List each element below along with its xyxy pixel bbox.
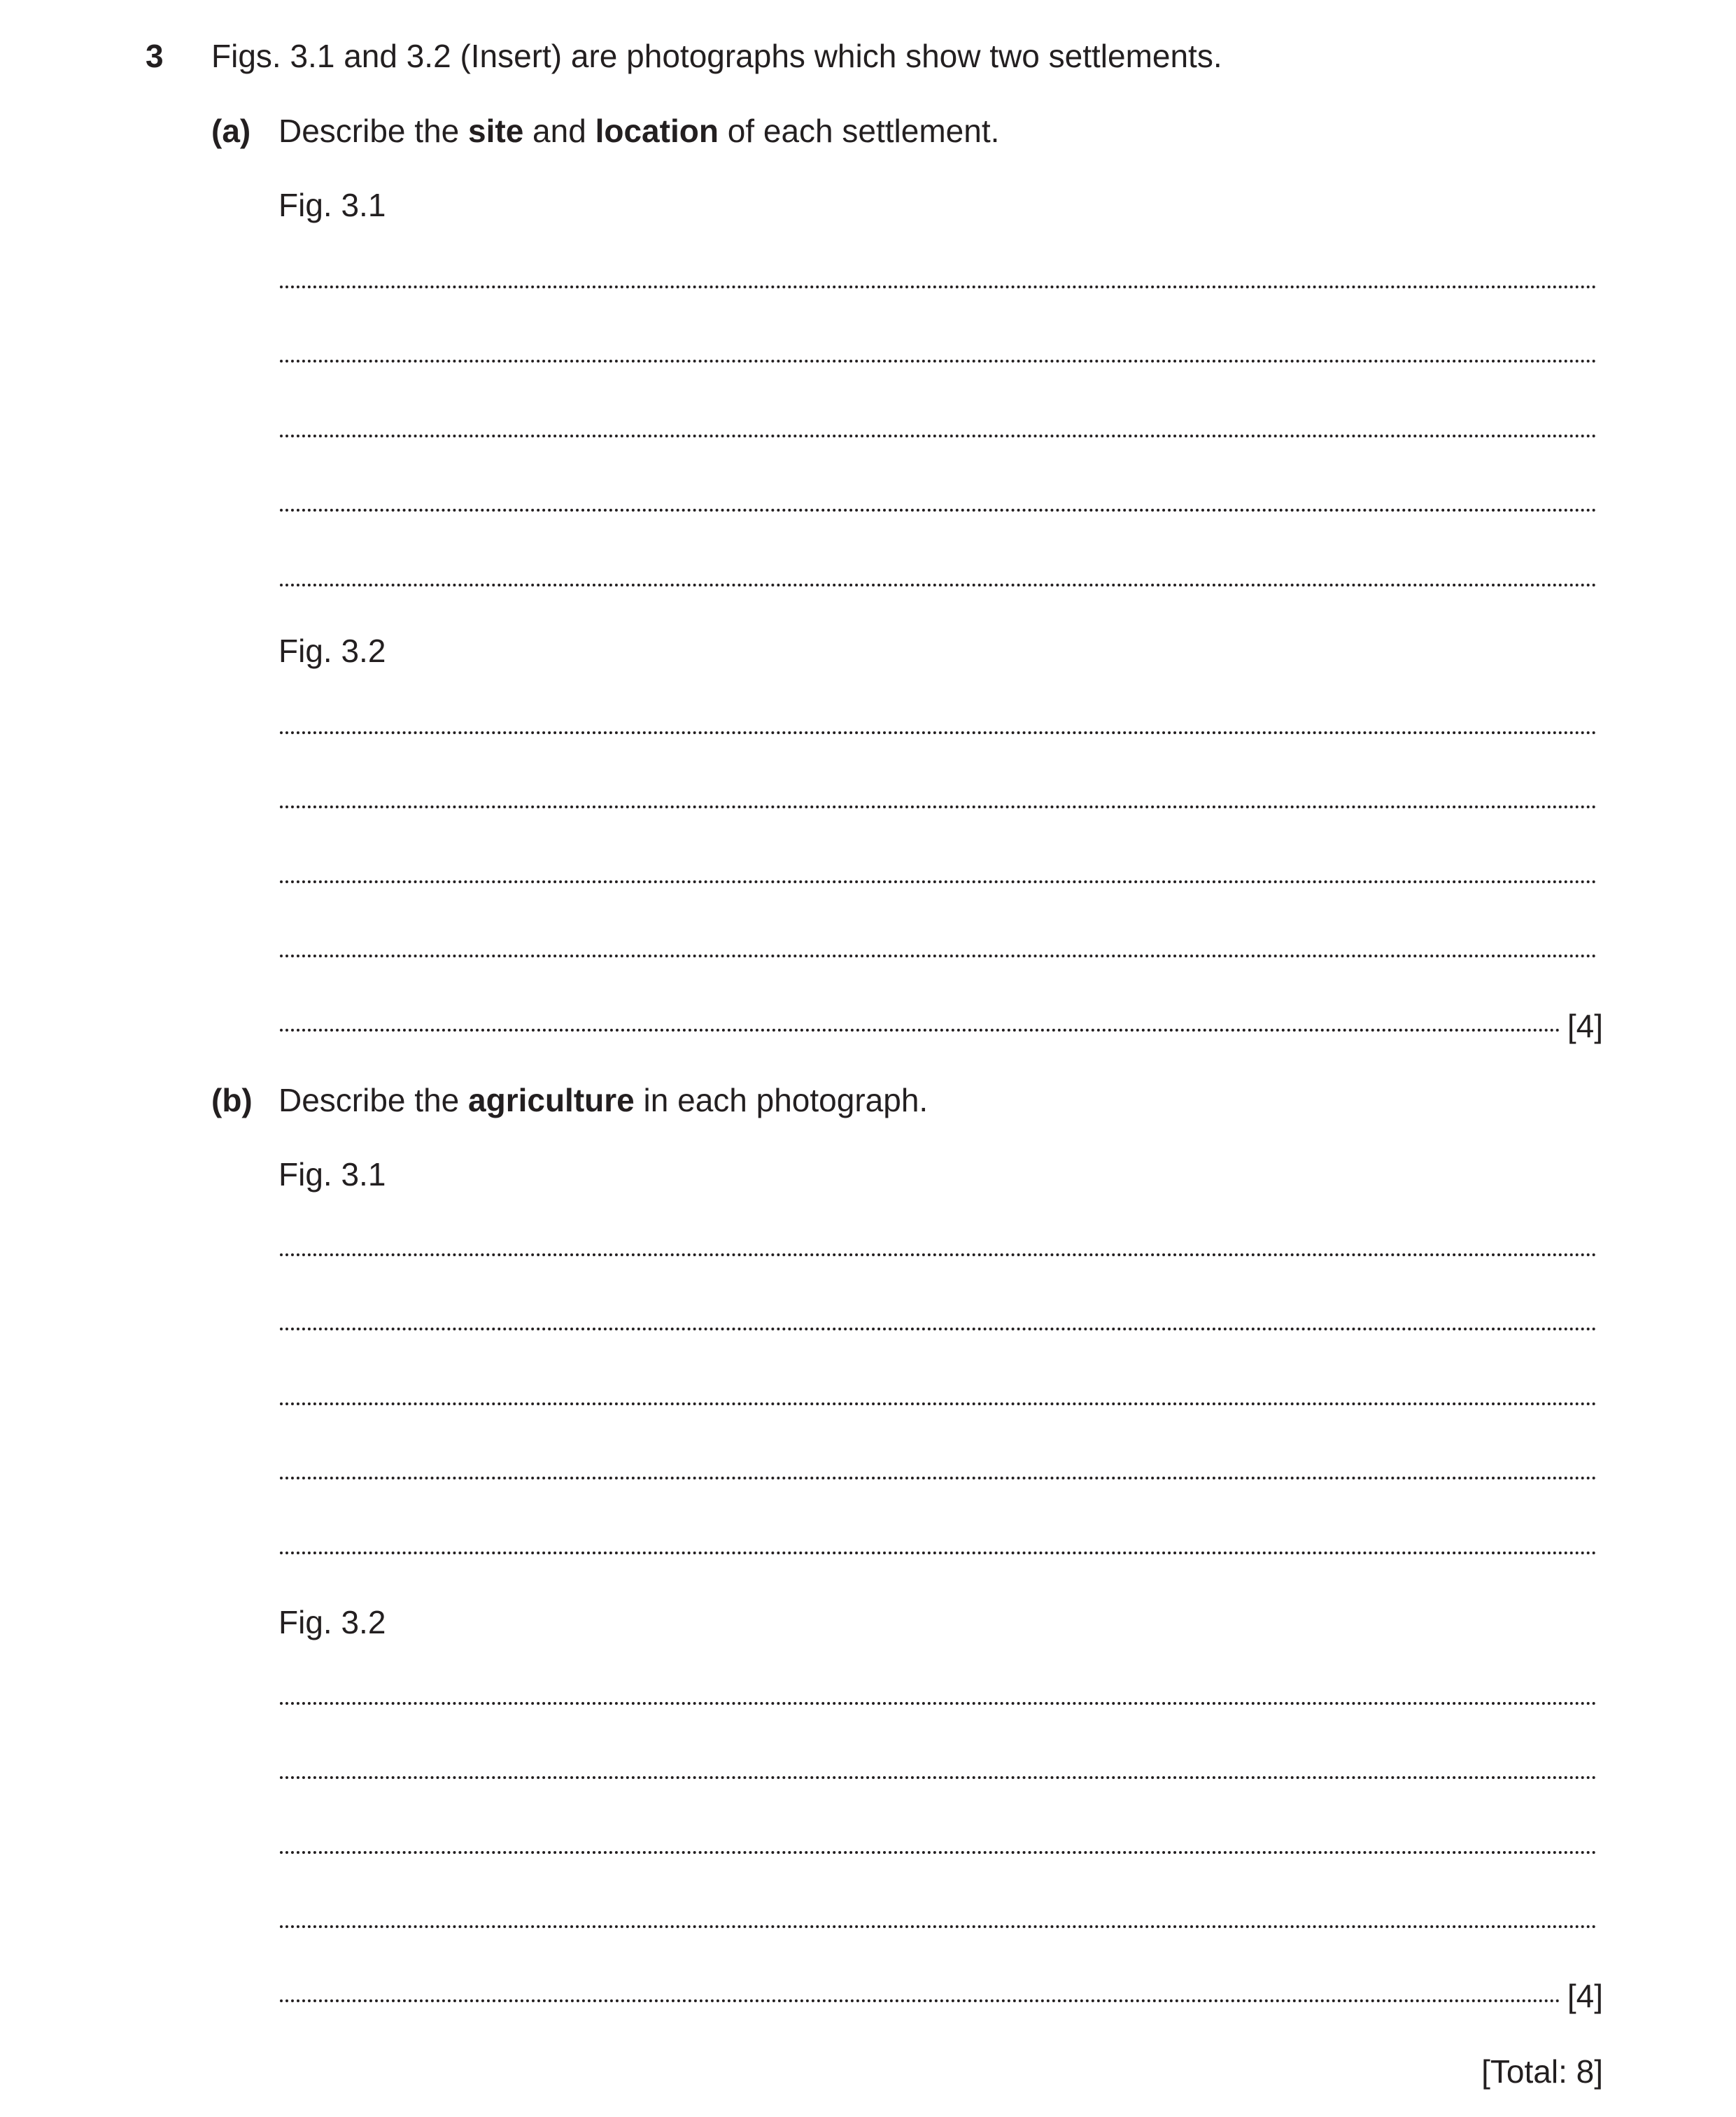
part-a-text-3: of each settlement. xyxy=(718,113,1000,149)
answer-line[interactable] xyxy=(280,584,1597,586)
answer-line[interactable] xyxy=(280,286,1597,288)
part-a-keyword-location: location xyxy=(595,113,719,149)
answer-line[interactable] xyxy=(280,1776,1597,1779)
part-a-keyword-site: site xyxy=(468,113,524,149)
total-marks: [Total: 8] xyxy=(1481,2053,1603,2090)
answer-line[interactable] xyxy=(280,1925,1597,1928)
part-a-text-2: and xyxy=(523,113,595,149)
answer-line[interactable] xyxy=(280,360,1597,363)
part-a-label: (a) xyxy=(211,113,251,149)
part-b-text-1: Describe the xyxy=(278,1082,469,1118)
answer-line[interactable] xyxy=(280,435,1597,437)
part-b-fig2-label: Fig. 3.2 xyxy=(278,1604,386,1640)
part-a-fig2-label: Fig. 3.2 xyxy=(278,633,386,669)
answer-line[interactable] xyxy=(280,1029,1560,1032)
answer-line[interactable] xyxy=(280,1702,1597,1705)
part-a-fig1-label: Fig. 3.1 xyxy=(278,187,386,223)
part-b-text-2: in each photograph. xyxy=(634,1082,929,1118)
answer-line[interactable] xyxy=(280,1402,1597,1405)
answer-line[interactable] xyxy=(280,1477,1597,1479)
part-b-label: (b) xyxy=(211,1082,253,1118)
answer-line[interactable] xyxy=(280,880,1597,883)
answer-line[interactable] xyxy=(280,1328,1597,1330)
part-a-instruction xyxy=(278,115,999,147)
answer-line[interactable] xyxy=(280,955,1597,957)
answer-line[interactable] xyxy=(280,509,1597,512)
answer-line[interactable] xyxy=(280,1999,1560,2002)
question-stem: Figs. 3.1 and 3.2 (Insert) are photographs which show two settlements. xyxy=(211,38,1222,74)
answer-line[interactable] xyxy=(280,806,1597,808)
part-b-keyword-agriculture: agriculture xyxy=(468,1082,635,1118)
answer-line[interactable] xyxy=(280,731,1597,734)
answer-line[interactable] xyxy=(280,1253,1597,1256)
answer-line[interactable] xyxy=(280,1851,1597,1854)
part-b-marks: [4] xyxy=(1567,1978,1603,2014)
part-a-marks: [4] xyxy=(1567,1008,1603,1044)
part-b-fig1-label: Fig. 3.1 xyxy=(278,1156,386,1193)
part-b-instruction xyxy=(278,1084,928,1116)
answer-line[interactable] xyxy=(280,1552,1597,1554)
question-number: 3 xyxy=(146,38,164,74)
part-a-text-1: Describe the xyxy=(278,113,469,149)
